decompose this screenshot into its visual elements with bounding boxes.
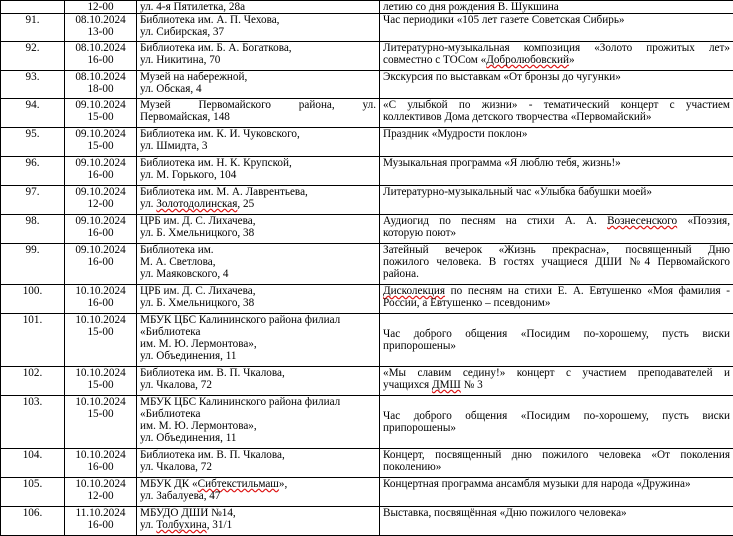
event-date: 09.10.2024 [67, 157, 134, 169]
table-row [1, 1, 733, 14]
event-time: 12-00 [67, 198, 134, 210]
row-number: 91. [1, 14, 65, 42]
venue-line: Библиотека им. Б. А. Богаткова, [140, 42, 376, 54]
event-time: 16-00 [67, 256, 134, 268]
venue-line: ул. 4-я Пятилетка, 28а [140, 1, 376, 13]
event-date: 11.10.2024 [67, 507, 134, 519]
event-time: 16-00 [67, 169, 134, 181]
spellcheck-mark: Вознесенского [607, 215, 677, 227]
date-time-cell [65, 449, 137, 478]
venue-line: Первомайская, 148 [140, 111, 376, 123]
description-line: летию со дня рождения В. Шукшина [383, 1, 730, 13]
venue-cell [137, 396, 380, 449]
spellcheck-mark: Сибтекстильмаш [198, 478, 279, 490]
venue-cell [137, 1, 380, 14]
event-description-cell [380, 314, 733, 367]
description-line: «С улыбкой по жизни» - тематический концерт с участием [383, 99, 730, 111]
spellcheck-mark: ДМШ [432, 379, 461, 391]
date-time-cell [65, 157, 137, 186]
table-row [1, 285, 733, 314]
table-row [1, 314, 733, 367]
venue-line: ул. Обская, 4 [140, 83, 376, 95]
description-line: Выставка, посвящённая «Дню пожилого человека» [383, 507, 730, 519]
event-description-cell [380, 14, 733, 42]
event-time: 15-00 [67, 111, 134, 123]
venue-cell [137, 99, 380, 128]
event-time: 16-00 [67, 519, 134, 531]
table-row [1, 396, 733, 449]
row-number: 98. [1, 215, 65, 244]
venue-line: Музей Первомайского района, ул. [140, 99, 376, 111]
event-description-cell [380, 367, 733, 396]
venue-line: ул. Маяковского, 4 [140, 268, 376, 280]
table-row [1, 449, 733, 478]
description-line: учащихся ДМШ № 3 [383, 379, 730, 391]
description-line: поколению» [383, 461, 730, 473]
row-number: 97. [1, 186, 65, 215]
table-row [1, 71, 733, 99]
venue-line: МБУК ЦБС Калининского района филиал [140, 396, 376, 408]
date-time-cell [65, 396, 137, 449]
event-time: 13-00 [67, 26, 134, 38]
venue-line: МБУДО ДШИ №14, [140, 507, 376, 519]
venue-line: им. М. Ю. Лермонтова», [140, 420, 376, 432]
venue-line: ул. М. Горького, 104 [140, 169, 376, 181]
venue-line: ул. Б. Хмельницкого, 38 [140, 227, 376, 239]
venue-cell [137, 244, 380, 285]
row-number: 105. [1, 478, 65, 507]
row-number: 96. [1, 157, 65, 186]
venue-cell [137, 42, 380, 71]
description-line: «Мы славим седину!» концерт с участием преподавателей и [383, 367, 730, 379]
event-time: 15-00 [67, 408, 134, 420]
event-time: 15-00 [67, 140, 134, 152]
venue-cell [137, 215, 380, 244]
description-line: Концерт, посвященный дню пожилого человека «От поколения [383, 449, 730, 461]
venue-line: ул. Забалуева, 47 [140, 490, 376, 502]
venue-cell [137, 186, 380, 215]
description-line: Экскурсия по выставкам «От бронзы до чугунки» [383, 71, 730, 83]
venue-line: ул. Никитина, 70 [140, 54, 376, 66]
venue-line: ул. Объединения, 11 [140, 350, 376, 362]
table-row [1, 215, 733, 244]
events-table-body [1, 1, 733, 536]
description-line: совместно с ТОСом «Добролюбовский» [383, 54, 730, 66]
table-row [1, 128, 733, 157]
date-time-cell [65, 42, 137, 71]
venue-line: ЦРБ им. Д. С. Лихачева, [140, 215, 376, 227]
event-date: 09.10.2024 [67, 215, 134, 227]
row-number: 100. [1, 285, 65, 314]
date-time-cell [65, 14, 137, 42]
event-date: 10.10.2024 [67, 285, 134, 297]
event-date: 09.10.2024 [67, 128, 134, 140]
description-line: Литературно-музыкальная композиция «Золото прожитых лет» [383, 42, 730, 54]
event-description-cell [380, 478, 733, 507]
venue-cell [137, 14, 380, 42]
description-line: припорошены» [383, 340, 730, 352]
event-date: 09.10.2024 [67, 186, 134, 198]
table-row [1, 14, 733, 42]
description-line: Литературно-музыкальный час «Улыбка бабушки моей» [383, 186, 730, 198]
venue-line: ул. Золотодолинская, 25 [140, 198, 376, 210]
venue-line: «Библиотека [140, 326, 376, 338]
row-number: 106. [1, 507, 65, 536]
venue-line: Библиотека им. К. И. Чуковского, [140, 128, 376, 140]
row-number: 92. [1, 42, 65, 71]
table-row [1, 42, 733, 71]
description-line: Аудиогид по песням на стихи А. А. Вознесенского «Поэзия, [383, 215, 730, 227]
table-row [1, 186, 733, 215]
date-time-cell [65, 244, 137, 285]
event-time: 15-00 [67, 379, 134, 391]
date-time-cell [65, 478, 137, 507]
description-line: которую поют» [383, 227, 730, 239]
table-row [1, 367, 733, 396]
venue-line: им. М. Ю. Лермонтова», [140, 338, 376, 350]
event-time: 15-00 [67, 326, 134, 338]
venue-line: МБУК ДК «Сибтекстильмаш», [140, 478, 376, 490]
venue-line: ул. Шмидта, 3 [140, 140, 376, 152]
date-time-cell [65, 99, 137, 128]
event-time: 16-00 [67, 461, 134, 473]
venue-line: ул. Б. Хмельницкого, 38 [140, 297, 376, 309]
description-line: коллективов Дома детского творчества «Первомайский» [383, 111, 730, 123]
row-number: 93. [1, 71, 65, 99]
event-time: 16-00 [67, 54, 134, 66]
spellcheck-mark: Золотодолинская [156, 198, 237, 210]
description-line: припорошены» [383, 422, 730, 434]
description-line: Музыкальная программа «Я люблю тебя, жизнь!» [383, 157, 730, 169]
venue-line: Библиотека им. В. П. Чкалова, [140, 367, 376, 379]
venue-line: Библиотека им. В. П. Чкалова, [140, 449, 376, 461]
event-description-cell [380, 128, 733, 157]
table-row [1, 507, 733, 536]
venue-line: ул. Сибирская, 37 [140, 26, 376, 38]
event-description-cell [380, 1, 733, 14]
description-line: Час доброго общения «Посидим по-хорошему, пусть виски [383, 328, 730, 340]
event-description-cell [380, 186, 733, 215]
row-number: 104. [1, 449, 65, 478]
venue-line: Библиотека им. Н. К. Крупской, [140, 157, 376, 169]
event-description-cell [380, 507, 733, 536]
date-time-cell [65, 128, 137, 157]
date-time-cell [65, 285, 137, 314]
venue-line: ул. Чкалова, 72 [140, 379, 376, 391]
venue-line: «Библиотека [140, 408, 376, 420]
venue-line: ЦРБ им. Д. С. Лихачева, [140, 285, 376, 297]
date-time-cell [65, 186, 137, 215]
venue-cell [137, 157, 380, 186]
row-number: 94. [1, 99, 65, 128]
description-line: района. [383, 268, 730, 280]
description-line: Час периодики «105 лет газете Советская Сибирь» [383, 14, 730, 26]
date-time-cell [65, 71, 137, 99]
table-row [1, 157, 733, 186]
row-number: 102. [1, 367, 65, 396]
event-date: 08.10.2024 [67, 14, 134, 26]
event-description-cell [380, 215, 733, 244]
row-number: 99. [1, 244, 65, 285]
venue-cell [137, 367, 380, 396]
date-time-cell [65, 215, 137, 244]
description-line: Концертная программа ансамбля музыки для народа «Дружина» [383, 478, 730, 490]
event-time: 18-00 [67, 83, 134, 95]
event-description-cell [380, 449, 733, 478]
venue-cell [137, 285, 380, 314]
spellcheck-mark: Добролюбовский [486, 54, 569, 66]
event-description-cell [380, 42, 733, 71]
table-row [1, 478, 733, 507]
row-number: 103. [1, 396, 65, 449]
venue-line: Библиотека им. А. П. Чехова, [140, 14, 376, 26]
venue-cell [137, 507, 380, 536]
event-description-cell [380, 157, 733, 186]
venue-line: М. А. Светлова, [140, 256, 376, 268]
description-line: пожилого человека. В гостях учащиеся ДШИ №4 Первомайского [383, 256, 730, 268]
table-row [1, 244, 733, 285]
event-time: 16-00 [67, 297, 134, 309]
description-line: Затейный вечерок «Жизнь прекрасна», посвященный Дню [383, 244, 730, 256]
event-time: 12-00 [67, 1, 134, 13]
venue-line: Библиотека им. [140, 244, 376, 256]
venue-cell [137, 71, 380, 99]
event-description-cell [380, 99, 733, 128]
description-line: России, а Евтушенко – псевдоним» [383, 297, 730, 309]
date-time-cell [65, 1, 137, 14]
event-time: 12-00 [67, 490, 134, 502]
venue-line: МБУК ЦБС Калининского района филиал [140, 314, 376, 326]
venue-cell [137, 314, 380, 367]
spellcheck-mark: Дисколекция [383, 285, 445, 297]
row-number [1, 1, 65, 14]
date-time-cell [65, 507, 137, 536]
event-description-cell [380, 396, 733, 449]
venue-line: ул. Объединения, 11 [140, 432, 376, 444]
event-date: 10.10.2024 [67, 314, 134, 326]
event-date: 09.10.2024 [67, 244, 134, 256]
venue-cell [137, 478, 380, 507]
description-line: Дисколекция по песням на стихи Е. А. Евтушенко «Моя фамилия - [383, 285, 730, 297]
venue-line: Музей на набережной, [140, 71, 376, 83]
event-date: 08.10.2024 [67, 71, 134, 83]
description-line: Час доброго общения «Посидим по-хорошему, пусть виски [383, 410, 730, 422]
description-line: Праздник «Мудрости поклон» [383, 128, 730, 140]
event-description-cell [380, 71, 733, 99]
spellcheck-mark: Толбухина [156, 519, 206, 531]
event-time: 16-00 [67, 227, 134, 239]
event-date: 10.10.2024 [67, 367, 134, 379]
event-description-cell [380, 244, 733, 285]
row-number: 101. [1, 314, 65, 367]
venue-cell [137, 128, 380, 157]
venue-cell [137, 449, 380, 478]
event-date: 10.10.2024 [67, 478, 134, 490]
event-date: 10.10.2024 [67, 449, 134, 461]
event-date: 08.10.2024 [67, 42, 134, 54]
venue-line: ул. Чкалова, 72 [140, 461, 376, 473]
date-time-cell [65, 314, 137, 367]
event-date: 10.10.2024 [67, 396, 134, 408]
event-date: 09.10.2024 [67, 99, 134, 111]
date-time-cell [65, 367, 137, 396]
venue-line: ул. Толбухина, 31/1 [140, 519, 376, 531]
event-description-cell [380, 285, 733, 314]
row-number: 95. [1, 128, 65, 157]
venue-line: Библиотека им. М. А. Лаврентьева, [140, 186, 376, 198]
table-row [1, 99, 733, 128]
